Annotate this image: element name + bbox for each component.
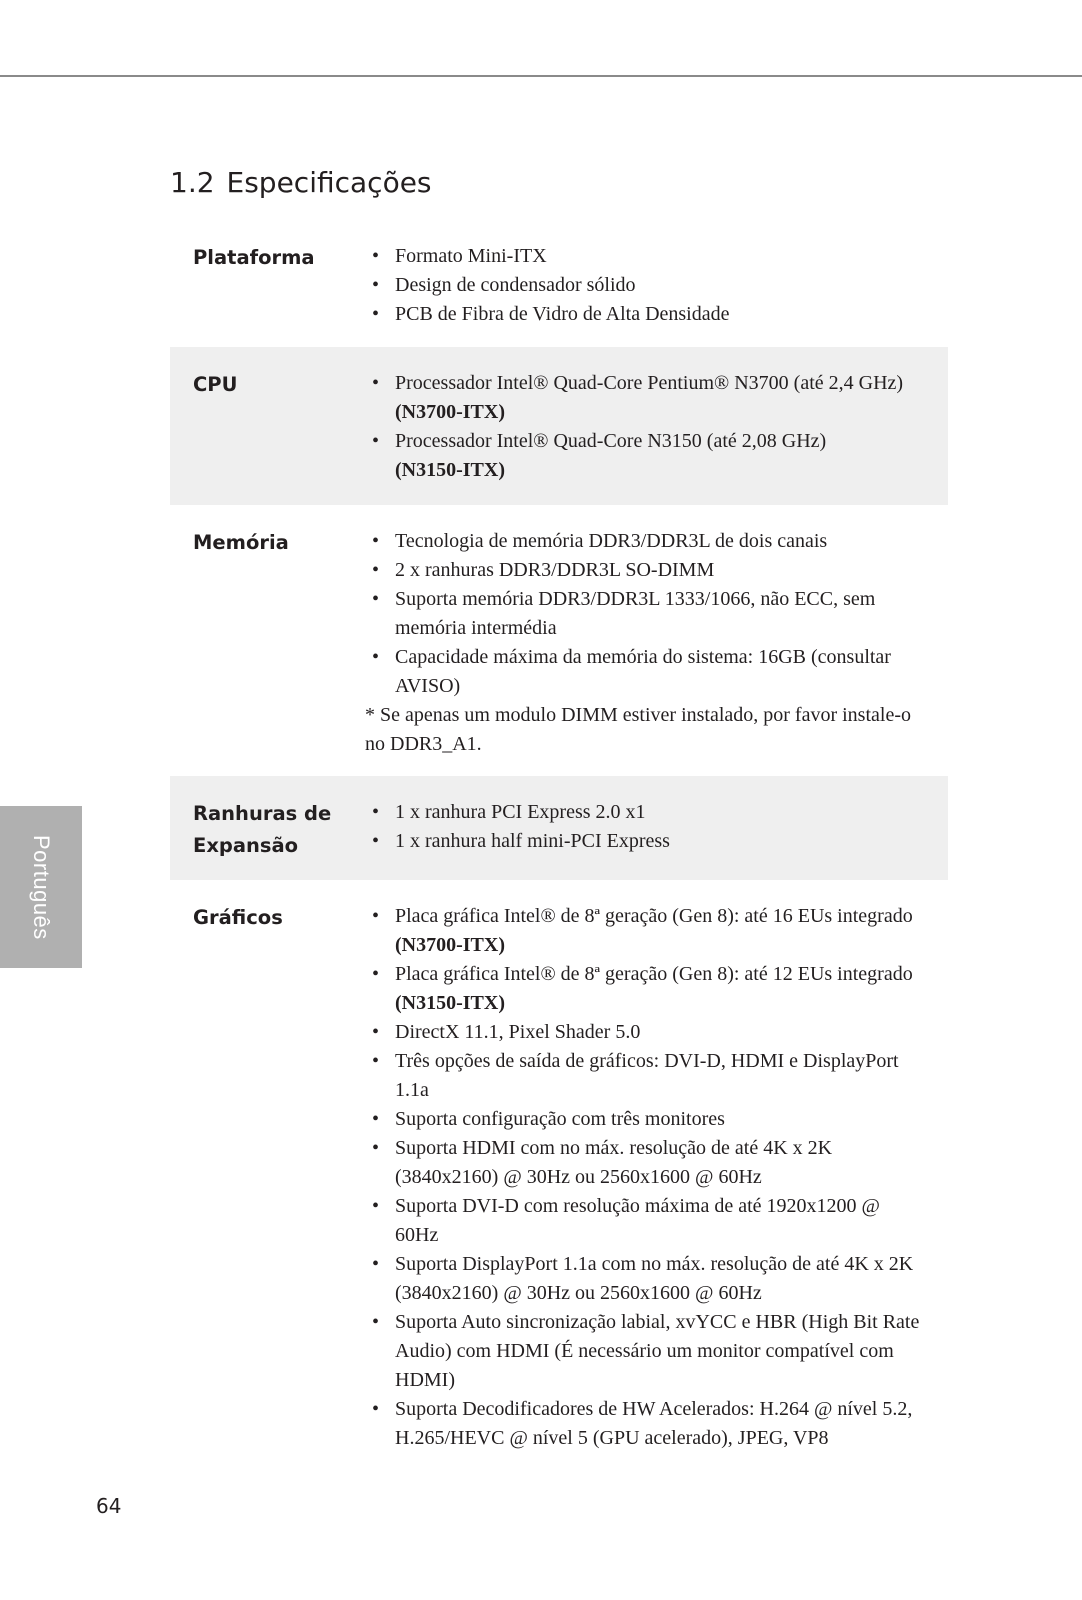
list-item: • DirectX 11.1, Pixel Shader 5.0	[372, 1021, 641, 1043]
list-item: • Três opções de saída de gráficos: DVI-D, HDMI e DisplayPort 1.1a	[372, 1050, 899, 1101]
list-item: • Suporta DVI-D com resolução máxima de até 1920x1200 @ 60Hz	[372, 1195, 880, 1246]
spec-label-cpu: CPU	[193, 373, 238, 396]
language-tab-label: Português	[29, 834, 54, 940]
list-item: • PCB de Fibra de Vidro de Alta Densidade	[372, 303, 730, 325]
list-item: • Suporta HDMI com no máx. resolução de até 4K x 2K (3840x2160) @ 30Hz ou 2560x1600 @ 60Hz	[372, 1137, 833, 1188]
spec-label-memory: Memória	[193, 531, 289, 554]
spec-table	[170, 237, 948, 1453]
list-item: • 1 x ranhura half mini-PCI Express	[372, 830, 670, 852]
list-item: • Tecnologia de memória DDR3/DDR3L de dois canais	[372, 530, 828, 552]
spec-row-platform	[170, 237, 948, 347]
list-item: • Design de condensador sólido	[372, 274, 636, 296]
memory-note: * Se apenas um modulo DIMM estiver instalado, por favor instale-o no DDR3_A1.	[365, 704, 911, 755]
spec-row-graphics	[170, 880, 948, 1453]
list-item: • Capacidade máxima da memória do sistema: 16GB (consultar AVISO)	[372, 646, 891, 697]
list-item: • Suporta configuração com três monitores	[372, 1108, 725, 1130]
model-label: (N3700-ITX)	[395, 934, 505, 956]
spec-row-expansion	[170, 776, 948, 880]
list-item: • Formato Mini-ITX	[372, 245, 547, 267]
list-item: • Processador Intel® Quad-Core Pentium® N3700 (até 2,4 GHz) (N3700-ITX)	[365, 369, 928, 427]
spec-label-graphics: Gráficos	[193, 906, 283, 929]
section-number: 1.2	[170, 166, 215, 199]
spec-label-platform: Plataforma	[193, 246, 315, 269]
spec-label-expansion: Ranhuras de Expansão	[193, 802, 332, 857]
spec-content-expansion	[365, 798, 948, 880]
list-item: • Placa gráfica Intel® de 8ª geração (Gen 8): até 16 EUs integrado (N3700-ITX)	[365, 902, 928, 960]
list-item: • Placa gráfica Intel® de 8ª geração (Gen 8): até 12 EUs integrado (N3150-ITX)	[365, 960, 928, 1018]
model-label: (N3700-ITX)	[395, 401, 505, 423]
spec-content-graphics	[365, 902, 948, 1453]
page-number: 64	[96, 1494, 122, 1518]
list-item: • Suporta Auto sincronização labial, xvYCC e HBR (High Bit Rate Audio) com HDMI (É necessário um monitor compatível com HDMI)	[372, 1311, 920, 1391]
spec-content-memory	[365, 527, 948, 776]
section-title-text: Especificações	[226, 166, 432, 199]
list-item: • 2 x ranhuras DDR3/DDR3L SO-DIMM	[372, 559, 715, 581]
model-label: (N3150-ITX)	[395, 459, 505, 481]
list-item: • Suporta DisplayPort 1.1a com no máx. resolução de até 4K x 2K (3840x2160) @ 30Hz ou 2560x1600 @ 60Hz	[372, 1253, 914, 1304]
list-item: • Processador Intel® Quad-Core N3150 (até 2,08 GHz) (N3150-ITX)	[365, 427, 928, 485]
spec-row-memory	[170, 505, 948, 776]
model-label: (N3150-ITX)	[395, 992, 505, 1014]
spec-content-cpu	[365, 369, 948, 505]
header-rule	[0, 75, 1082, 77]
list-item: • Suporta memória DDR3/DDR3L 1333/1066, não ECC, sem memória intermédia	[372, 588, 876, 639]
list-item: • Suporta Decodificadores de HW Acelerados: H.264 @ nível 5.2, H.265/HEVC @ nível 5 (GPU acelerado), JPEG, VP8	[372, 1398, 913, 1449]
spec-content-platform	[365, 242, 948, 347]
spec-row-cpu	[170, 347, 948, 505]
language-tab	[0, 806, 82, 968]
section-title	[170, 166, 432, 199]
list-item: • 1 x ranhura PCI Express 2.0 x1	[372, 801, 646, 823]
